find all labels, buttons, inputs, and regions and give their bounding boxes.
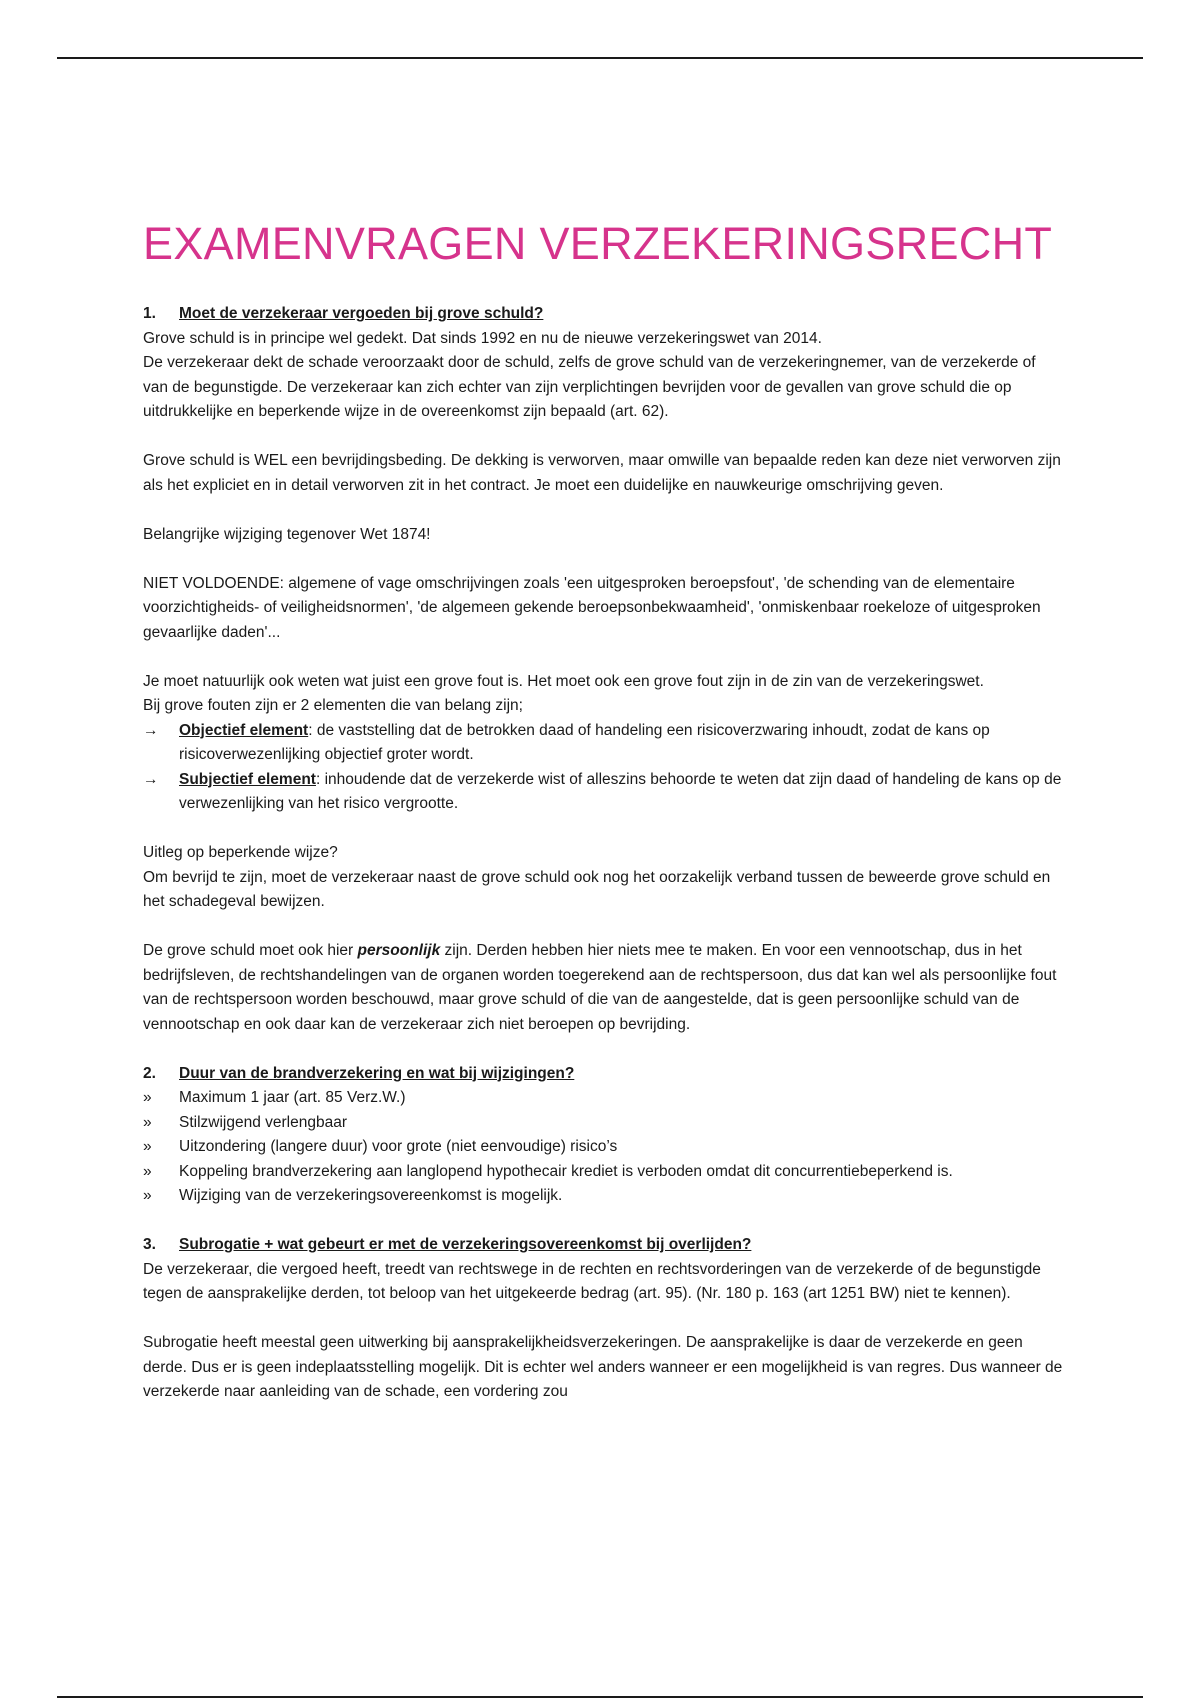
- paragraph: NIET VOLDOENDE: algemene of vage omschrijvingen zoals 'een uitgesproken beroepsfout', 'de schending van de elementaire voorzichtigheids- of veiligheidsnormen', 'de algemeen gekende beroepsonbekwaamheid', 'onmiskenbaar roekeloze of uitgesproken gevaarlijke daden'...: [143, 574, 1041, 641]
- question-1-heading: [143, 302, 1063, 327]
- bullet-icon: »: [143, 1138, 152, 1155]
- list-item-text: Koppeling brandverzekering aan langlopend hypothecair krediet is verboden omdat dit concurrentiebeperkend is.: [179, 1162, 953, 1180]
- list-item: [143, 719, 1063, 768]
- paragraph: Om bevrijd te zijn, moet de verzekeraar naast de grove schuld ook nog het oorzakelijk verband tussen de beweerde grove schuld en het schadegeval bewijzen.: [143, 868, 1051, 910]
- question-3-heading: [143, 1233, 1063, 1258]
- paragraph: De verzekeraar dekt de schade veroorzaakt door de schuld, zelfs de grove schuld van de verzekeringnemer, van de verzekerde of van de begunstigde. De verzekeraar kan zich echter van zijn verplichtingen bevrijden voor de gevallen van grove schuld die op uitdrukkelijke en beperkende wijze in de overeenkomst zijn bepaald (art. 62).: [143, 354, 1036, 420]
- arrow-icon: →: [143, 770, 159, 788]
- duration-list: [143, 1086, 1063, 1209]
- paragraph: Uitleg op beperkende wijze?: [143, 844, 338, 861]
- question-number: 1.: [143, 305, 156, 322]
- paragraph: Bij grove fouten zijn er 2 elementen die van belang zijn;: [143, 697, 523, 714]
- paragraph: Belangrijke wijziging tegenover Wet 1874!: [143, 525, 431, 543]
- document-page: [143, 218, 1063, 1405]
- text-run: De grove schuld moet ook hier: [143, 942, 358, 959]
- paragraph: De verzekeraar, die vergoed heeft, treedt van rechtswege in de rechten en rechtsvorderingen van de verzekerde of de begunstigde tegen de aansprakelijke derden, tot beloop van het uitgekeerde bedrag (art. 95). (Nr. 180 p. 163 (art 1251 BW) niet te kennen).: [143, 1260, 1041, 1302]
- paragraph: Grove schuld is in principe wel gedekt. Dat sinds 1992 en nu de nieuwe verzekeringswet van 2014.: [143, 329, 822, 347]
- list-item: [143, 768, 1063, 817]
- list-item-text: [179, 719, 1063, 768]
- paragraph: [143, 939, 1063, 1037]
- paragraph: Grove schuld is WEL een bevrijdingsbeding. De dekking is verworven, maar omwille van bepaalde reden kan deze niet verworven zijn als het expliciet en in detail verworven zit in het contract. Je moet een duidelijke en nauwkeurige omschrijving geven.: [143, 452, 1061, 494]
- objective-element-text: : de vaststelling dat de betrokken daad of handeling een risicoverzwaring inhoudt, zodat de kans op risicoverwezenlijking objectief groter wordt.: [179, 721, 990, 763]
- list-item-text: Uitzondering (langere duur) voor grote (niet eenvoudige) risico’s: [179, 1138, 618, 1155]
- objective-element-label: Objectief element: [179, 721, 309, 739]
- list-item: [143, 1184, 1063, 1209]
- list-item: [143, 1160, 1063, 1185]
- arrow-icon: →: [143, 721, 159, 739]
- list-item-text: Wijziging van de verzekeringsovereenkomst is mogelijk.: [179, 1187, 563, 1204]
- subjective-element-text: : inhoudende dat de verzekerde wist of alleszins behoorde te weten dat zijn daad of handeling de kans op de verwezenlijking van het risico vergrootte.: [179, 770, 1062, 812]
- text-run: zijn. Derden hebben hier niets mee te maken. En voor een vennootschap, dus in het bedrijfsleven, de rechtshandelingen van de organen worden toegerekend aan de rechtspersoon, dus dat kan wel als persoonlijke fout van de rechtspersoon worden beschouwd, maar grove schuld of die van de aangestelde, dat is geen persoonlijke schuld van de vennootschap en ook daar kan de verzekeraar zich niet beroepen op bevrijding.: [143, 942, 1057, 1033]
- question-2-heading: [143, 1062, 1063, 1087]
- list-item-text: Stilzwijgend verlengbaar: [179, 1113, 348, 1131]
- bullet-icon: »: [143, 1187, 152, 1204]
- question-title: Moet de verzekeraar vergoeden bij grove schuld?: [179, 305, 544, 322]
- list-item-text: [179, 768, 1063, 817]
- bottom-rule: [57, 1696, 1143, 1698]
- list-item: [143, 1135, 1063, 1160]
- elements-list: [143, 719, 1063, 817]
- top-rule: [57, 57, 1143, 59]
- list-item: [143, 1086, 1063, 1111]
- bullet-icon: »: [143, 1113, 152, 1131]
- question-number: 2.: [143, 1064, 156, 1082]
- subjective-element-label: Subjectief element: [179, 770, 316, 788]
- question-title: Subrogatie + wat gebeurt er met de verzekeringsovereenkomst bij overlijden?: [179, 1236, 752, 1253]
- bullet-icon: »: [143, 1089, 152, 1106]
- question-number: 3.: [143, 1236, 156, 1253]
- question-title: Duur van de brandverzekering en wat bij wijzigingen?: [179, 1064, 575, 1082]
- document-title: EXAMENVRAGEN VERZEKERINGSRECHT: [143, 218, 1053, 269]
- paragraph: Subrogatie heeft meestal geen uitwerking bij aansprakelijkheidsverzekeringen. De aansprakelijke is daar de verzekerde en geen derde. Dus er is geen indeplaatsstelling mogelijk. Dit is echter wel anders wanneer er een mogelijkheid is van regres. Dus wanneer de verzekerde naar aanleiding van de schade, een vordering zou: [143, 1334, 1063, 1400]
- list-item: [143, 1111, 1063, 1136]
- emphasis: persoonlijk: [357, 942, 441, 959]
- bullet-icon: »: [143, 1162, 152, 1180]
- paragraph: Je moet natuurlijk ook weten wat juist een grove fout is. Het moet ook een grove fout zijn in de zin van de verzekeringswet.: [143, 672, 984, 690]
- list-item-text: Maximum 1 jaar (art. 85 Verz.W.): [179, 1089, 406, 1106]
